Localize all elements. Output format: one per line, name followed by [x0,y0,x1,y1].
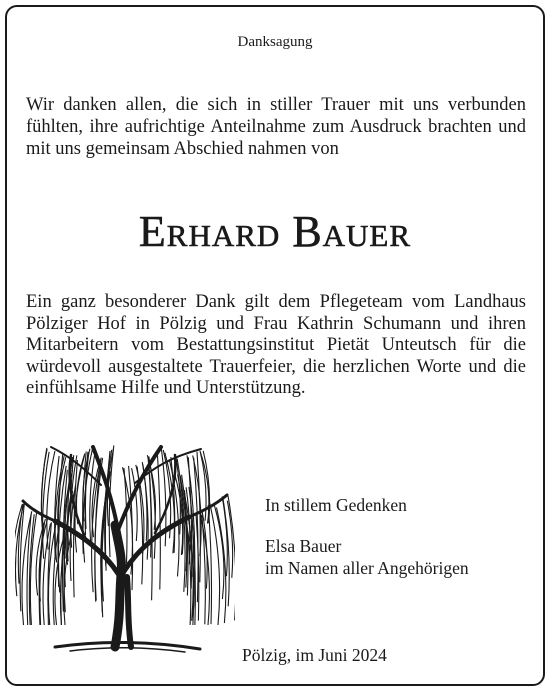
deceased-name: Erhard Bauer [138,207,412,256]
remembrance-line: In stillem Gedenken [265,495,407,515]
signer-note: im Namen aller Angehörigen [265,558,469,578]
notice-heading: Danksagung [237,34,313,50]
thanks-text: Ein ganz besonderer Dank gilt dem Pflegeteam vom Landhaus Pölziger Hof in Pölzig und Frau Kathrin Schumann und ihren Mitarbeitern vom Bestattungsinstitut Pietät Unteutsch für die würdevoll ausgestaltete Trauerfeier, die herzlichen Worte und die einfühlsame Hilfe und Unterstützung. [26,292,526,398]
willow-strand [217,508,226,624]
signer-block [265,535,469,579]
place-date: Pölzig, im Juni 2024 [242,645,387,665]
willow-strand [200,452,208,523]
signer-name: Elsa Bauer [265,536,342,556]
intro-text: Wir danken allen, die sich in stiller Trauer mit uns verbunden fühlten, ihre aufrichtige Anteilnahme zum Ausdruck brachten und mit uns gemeinsam Abschied nahmen von [26,95,526,159]
willow-strand [157,451,160,589]
willow-strand [129,466,133,590]
weeping-willow-icon [15,425,235,660]
